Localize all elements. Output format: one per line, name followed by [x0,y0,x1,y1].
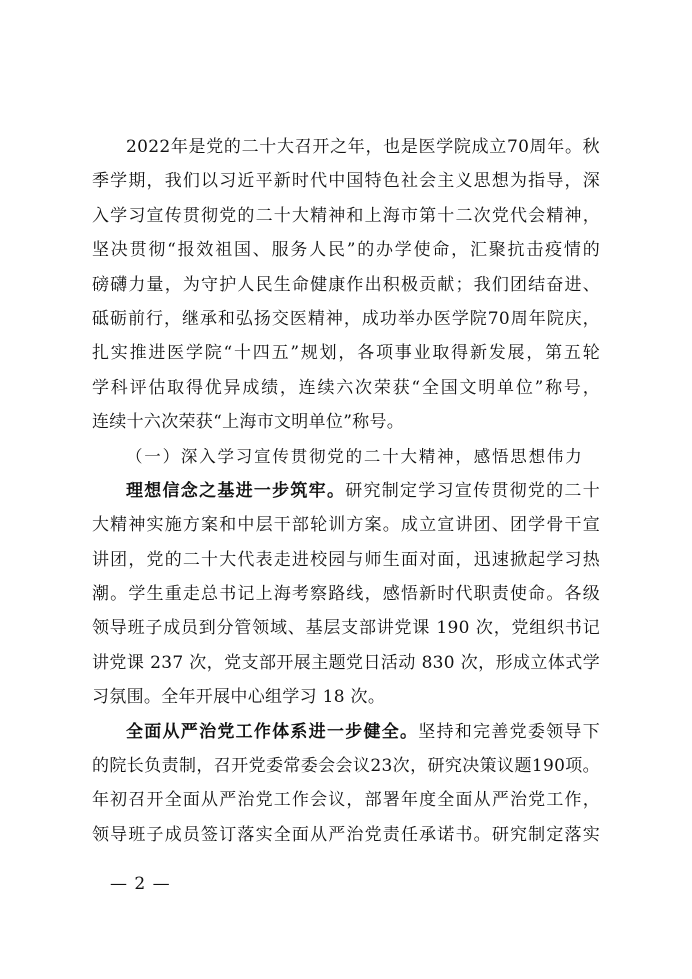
ideals-lead: 理想信念之基进一步筑牢。 [126,480,346,501]
governance-line: 年初召开全面从严治党工作会议，部署年度全面从严治党工作， [92,790,600,811]
intro-line: 坚决贯彻“报效祖国、服务人民”的办学使命，汇聚抗击疫情的 [92,240,600,261]
ideals-line: 领导班子成员到分管领域、基层支部讲党课 190 次，党组织书记 [92,618,600,639]
intro-line: 2022年是党的二十大召开之年，也是医学院成立70周年。秋 [126,137,600,157]
ideals-line: 讲团，党的二十大代表走进校园与师生面对面，迅速掀起学习热 [92,549,600,570]
governance-line: 领导班子成员签订落实全面从严治党责任承诺书。研究制定落实 [92,824,600,845]
intro-line: 连续十六次荣获“上海市文明单位”称号。 [92,412,405,433]
intro-line: 学科评估取得优异成绩，连续六次荣获“全国文明单位”称号， [92,377,600,398]
intro-line: 扎实推进医学院“十四五”规划，各项事业取得新发展，第五轮 [92,343,600,364]
ideals-first-line [92,474,600,508]
intro-line: 入学习宣传贯彻党的二十大精神和上海市第十二次党代会精神， [92,205,600,226]
governance-first-line [92,715,600,749]
document-body [92,130,600,852]
ideals-first-rest: 研究制定学习宣传贯彻党的二十 [345,480,600,501]
page-number: — 2 — [110,874,171,894]
governance-line: 的院长负责制，召开党委常委会会议23次，研究决策议题190项。 [92,756,600,777]
intro-line: 磅礴力量，为守护人民生命健康作出积极贡献；我们团结奋进、 [92,274,600,295]
section-heading: （一）深入学习宣传贯彻党的二十大精神，感悟思想伟力 [126,446,584,466]
ideals-line: 大精神实施方案和中层干部轮训方案。成立宣讲团、团学骨干宣 [92,515,600,536]
ideals-line: 习氛围。全年开展中心组学习 18 次。 [92,687,386,708]
governance-first-rest: 坚持和完善党委领导下 [418,721,600,742]
intro-line: 砥砺前行，继承和弘扬交医精神，成功举办医学院70周年院庆， [92,308,600,329]
governance-lead: 全面从严治党工作体系进一步健全。 [126,721,419,742]
intro-line: 季学期，我们以习近平新时代中国特色社会主义思想为指导，深 [92,171,600,192]
ideals-line: 潮。学生重走总书记上海考察路线，感悟新时代职责使命。各级 [92,584,600,605]
ideals-line: 讲党课 237 次，党支部开展主题党日活动 830 次，形成立体式学 [92,652,600,673]
